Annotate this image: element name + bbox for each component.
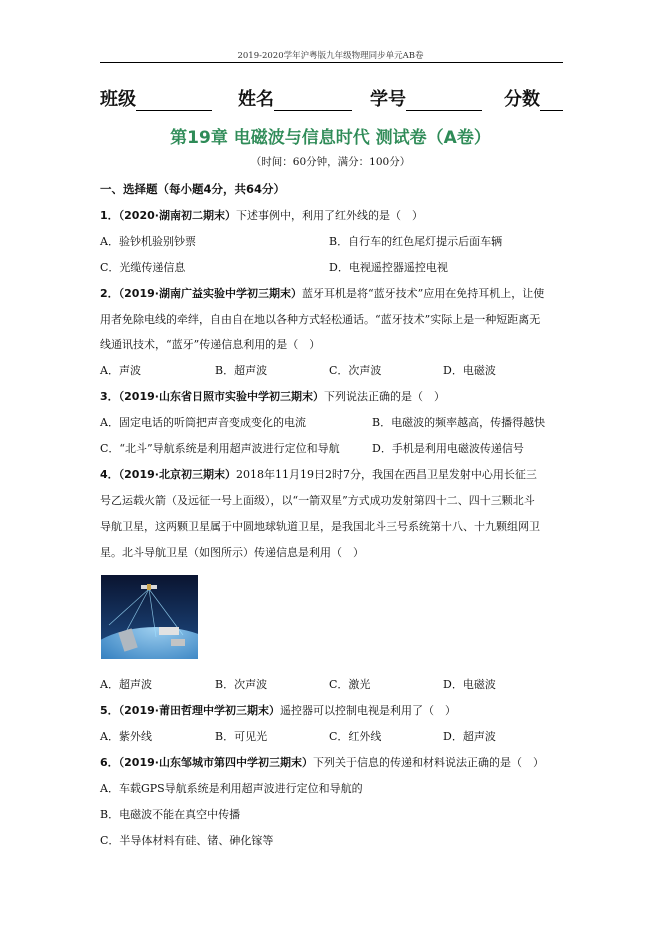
q2-text-line3: 线通讯技术，“蓝牙”传递信息利用的是（ ）	[100, 338, 321, 351]
q2-text-line2: 用者免除电线的牵绊，自由自在地以各种方式轻松通话。“蓝牙技术”实际上是一种短距离无	[100, 313, 541, 326]
q5-source: （2019·莆田哲理中学初三期末）	[118, 704, 280, 717]
class-blank[interactable]	[136, 92, 212, 111]
q3-text: 下列说法正确的是（ ）	[323, 390, 445, 403]
q4-option-a[interactable]: A．超声波	[100, 678, 152, 691]
score-label: 分数	[504, 89, 540, 110]
page-title: 第19章 电磁波与信息时代 测试卷（A卷）	[170, 128, 491, 148]
q2-option-a[interactable]: A．声波	[100, 364, 141, 377]
question-2	[100, 285, 544, 301]
q3-number: 3．	[100, 390, 119, 403]
q6-source: （2019·山东邹城市第四中学初三期末）	[118, 756, 313, 769]
id-blank[interactable]	[406, 92, 482, 111]
question-5	[100, 702, 456, 718]
q4-number: 4．	[100, 468, 119, 481]
page-header: 2019-2020学年沪粤版九年级物理同步单元AB卷	[237, 51, 424, 61]
q2-option-c[interactable]: C．次声波	[329, 364, 382, 377]
id-label: 学号	[370, 89, 406, 110]
score-blank[interactable]	[540, 92, 563, 111]
q6-option-b[interactable]: B．电磁波不能在真空中传播	[100, 808, 241, 821]
q5-option-c[interactable]: C．红外线	[329, 730, 382, 743]
beidou-satellite-image	[101, 575, 198, 659]
q4-option-b[interactable]: B．次声波	[215, 678, 268, 691]
student-info-fields	[100, 85, 563, 111]
q1-text: 下述事例中，利用了红外线的是（ ）	[235, 209, 423, 222]
q4-text-line3: 导航卫星，这两颗卫星属于中圆地球轨道卫星，是我国北斗三号系统第十八、十九颗组网卫	[100, 520, 540, 533]
q2-source: （2019·湖南广益实验中学初三期末）	[118, 287, 302, 300]
q1-source: （2020·湖南初二期末）	[118, 209, 236, 222]
score-field[interactable]	[504, 85, 563, 111]
q2-number: 2．	[100, 287, 119, 300]
q2-option-b[interactable]: B．超声波	[215, 364, 268, 377]
q6-option-c[interactable]: C．半导体材料有硅、锗、砷化镓等	[100, 834, 274, 847]
q5-option-b[interactable]: B．可见光	[215, 730, 268, 743]
q1-option-b[interactable]: B．自行车的红色尾灯提示后面车辆	[329, 235, 503, 248]
id-field[interactable]	[370, 85, 482, 111]
q5-option-a[interactable]: A．紫外线	[100, 730, 152, 743]
q1-option-a[interactable]: A．验钞机验别钞票	[100, 235, 196, 248]
header-rule	[100, 62, 563, 63]
question-3	[100, 388, 445, 404]
q2-text-line1: 蓝牙耳机是将“蓝牙技术”应用在免持耳机上，让使	[301, 287, 545, 300]
section-heading-choice: 一、选择题（每小题4分，共64分）	[100, 182, 286, 196]
name-field[interactable]	[238, 85, 352, 111]
q2-option-d[interactable]: D．电磁波	[443, 364, 496, 377]
q3-option-a[interactable]: A．固定电话的听筒把声音变成变化的电流	[100, 416, 306, 429]
q4-option-c[interactable]: C．激光	[329, 678, 371, 691]
q1-option-d[interactable]: D．电视遥控器遥控电视	[329, 261, 448, 274]
q5-text: 遥控器可以控制电视是利用了（ ）	[279, 704, 456, 717]
q4-text-line2: 号乙运载火箭（及远征一号上面级），以“一箭双星”方式成功发射第四十二、四十三颗北斗	[100, 494, 535, 507]
q3-option-c[interactable]: C．“北斗”导航系统是利用超声波进行定位和导航	[100, 442, 340, 455]
question-4	[100, 466, 537, 482]
q5-option-d[interactable]: D．超声波	[443, 730, 496, 743]
q1-number: 1．	[100, 209, 119, 222]
q4-text-line4: 星。北斗导航卫星（如图所示）传递信息是利用（ ）	[100, 546, 364, 559]
q3-source: （2019·山东省日照市实验中学初三期末）	[118, 390, 324, 403]
class-field[interactable]	[100, 85, 212, 111]
q6-option-a[interactable]: A．车载GPS导航系统是利用超声波进行定位和导航的	[100, 782, 363, 795]
exam-time-and-score: （时间：60分钟，满分：100分）	[250, 156, 411, 168]
q3-option-d[interactable]: D．手机是利用电磁波传递信号	[372, 442, 524, 455]
q3-option-b[interactable]: B．电磁波的频率越高，传播得越快	[372, 416, 546, 429]
q4-option-d[interactable]: D．电磁波	[443, 678, 496, 691]
q6-number: 6．	[100, 756, 119, 769]
q1-option-c[interactable]: C．光缆传递信息	[100, 261, 186, 274]
name-blank[interactable]	[274, 92, 352, 111]
question-6	[100, 754, 544, 770]
q5-number: 5．	[100, 704, 119, 717]
q6-text: 下列关于信息的传递和材料说法正确的是（ ）	[312, 756, 544, 769]
question-1	[100, 207, 423, 223]
name-label: 姓名	[238, 89, 274, 110]
q4-source: （2019·北京初三期末）	[118, 468, 236, 481]
q4-text-line1: 2018年11月19日2时7分，我国在西昌卫星发射中心用长征三	[235, 468, 537, 481]
class-label: 班级	[100, 89, 136, 110]
